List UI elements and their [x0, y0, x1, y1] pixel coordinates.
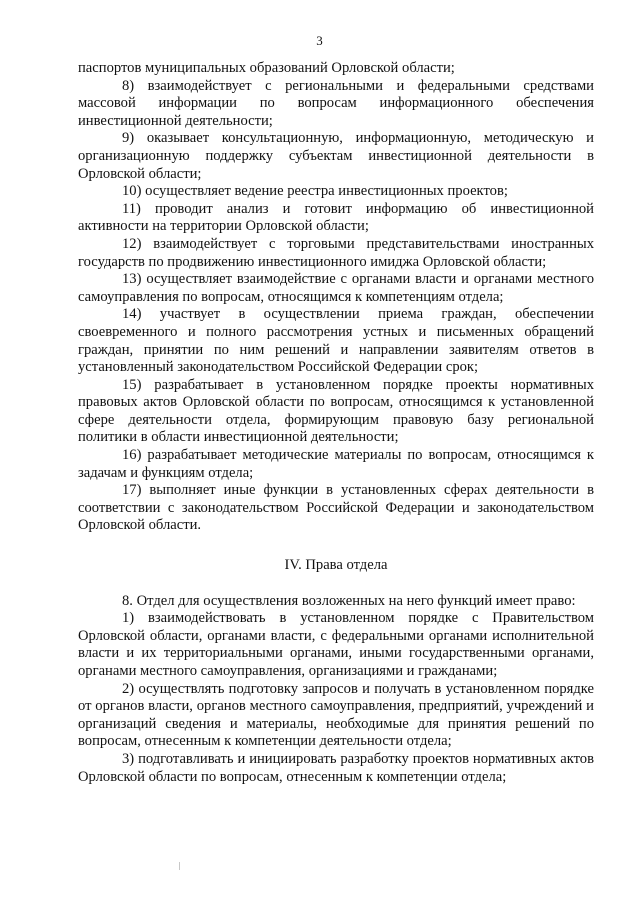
- paragraph: 1) взаимодействовать в установленном порядке с Правительством Орловской области, органами власти, с федеральными органами исполнительной власти и их территориальными органами, иными государственными органами, органами местного самоуправления, организациями и гражданами;: [78, 610, 594, 679]
- paragraph: 8. Отдел для осуществления возложенных на него функций имеет право:: [122, 592, 576, 609]
- paragraph: 16) разрабатывает методические материалы по вопросам, относящимся к задачам и функциям отдела;: [78, 447, 594, 481]
- paragraph: 12) взаимодействует с торговыми представительствами иностранных государств по продвижению инвестиционного имиджа Орловской области;: [78, 235, 594, 270]
- paragraph: 3) подготавливать и инициировать разработку проектов нормативных актов Орловской области по вопросам, отнесенным к компетенции отдела;: [78, 750, 594, 785]
- scan-artifact: [179, 862, 180, 870]
- rights-list: [78, 593, 594, 787]
- paragraph: 10) осуществляет ведение реестра инвестиционных проектов;: [122, 183, 508, 200]
- paragraph: 13) осуществляет взаимодействие с органами власти и органами местного самоуправления по вопросам, относящимся к компетенциям отдела;: [78, 271, 594, 305]
- paragraph: 8) взаимодействует с региональными и федеральными средствами массовой информации по вопросам информационного обеспечения инвестиционной деятельности;: [78, 77, 594, 129]
- paragraph: паспортов муниципальных образований Орловской области;: [78, 60, 455, 76]
- paragraph: 17) выполняет иные функции в установленных сферах деятельности в соответствии с законодательством Российской Федерации и законодательством Орловской области.: [78, 482, 594, 534]
- page-number: 3: [316, 33, 323, 48]
- document-body: [78, 60, 594, 786]
- paragraph: 2) осуществлять подготовку запросов и получать в установленном порядке от органов власти, органов местного самоуправления, предприятий, учреждений и организаций сведения и материалы, необходимые для принятия решений по вопросам, отнесенным к компетенции деятельности отдела;: [78, 680, 594, 750]
- section-heading: IV. Права отдела: [284, 557, 388, 574]
- paragraph: 9) оказывает консультационную, информационную, методическую и организационную поддержку субъектам инвестиционной деятельности в Орловской области;: [78, 130, 594, 182]
- functions-list: [78, 60, 594, 535]
- paragraph: 14) участвует в осуществлении приема граждан, обеспечении своевременного и полного рассмотрения устных и письменных обращений граждан, принятии по ним решений и направлении заявителям ответов в установленный законодательством Российской Федерации срок;: [78, 306, 594, 376]
- paragraph: 11) проводит анализ и готовит информацию об инвестиционной активности на территории Орловской области;: [78, 200, 594, 235]
- paragraph: 15) разрабатывает в установленном порядке проекты нормативных правовых актов Орловской области по вопросам, относящимся к установленной сфере деятельности отдела, формирующим правовую базу региональной политики в области инвестиционной деятельности;: [78, 376, 594, 446]
